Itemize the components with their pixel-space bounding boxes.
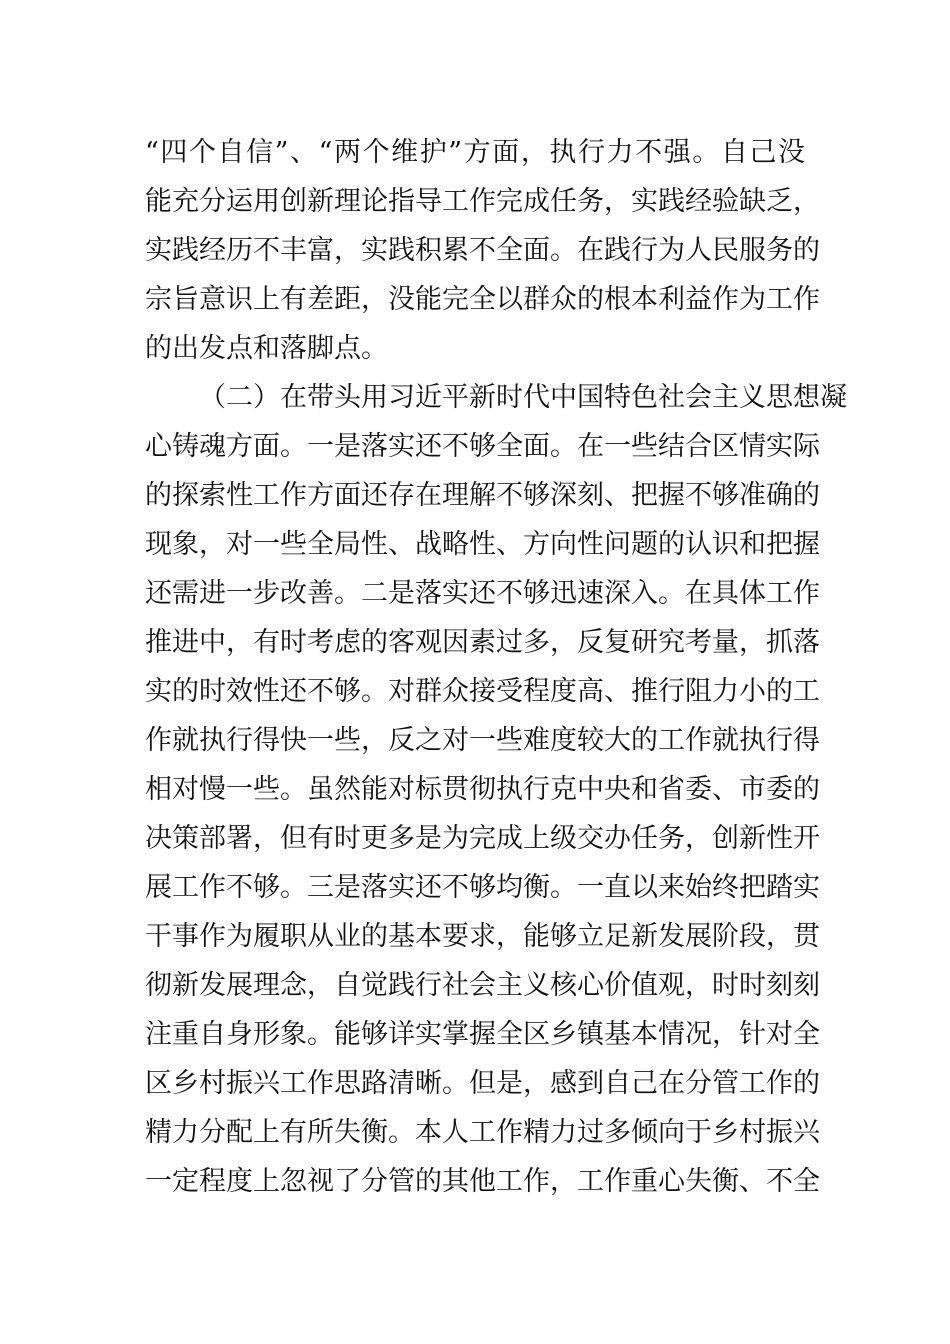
- text-line: 现象，对一些全局性、战略性、方向性问题的认识和把握: [145, 529, 820, 560]
- paragraph-start-line: （二）在带头用习近平新时代中国特色社会主义思想凝: [199, 382, 847, 413]
- text-line: 能充分运用创新理论指导工作完成任务，实践经验缺乏，: [145, 186, 820, 217]
- text-line: 区乡村振兴工作思路清晰。但是，感到自己在分管工作的: [145, 1068, 820, 1099]
- text-line: “四个自信”、“两个维护”方面，执行力不强。自己没: [145, 137, 805, 168]
- text-line: 注重自身形象。能够详实掌握全区乡镇基本情况，针对全: [145, 1019, 820, 1050]
- text-line: 实践经历不丰富，实践积累不全面。在践行为人民服务的: [145, 235, 820, 266]
- text-line: 精力分配上有所失衡。本人工作精力过多倾向于乡村振兴: [145, 1117, 820, 1148]
- text-line: 心铸魂方面。一是落实还不够全面。在一些结合区情实际: [145, 431, 820, 462]
- text-line: 宗旨意识上有差距，没能完全以群众的根本利益作为工作: [145, 284, 820, 315]
- text-line: 彻新发展理念，自觉践行社会主义核心价值观，时时刻刻: [145, 970, 820, 1001]
- text-line: 实的时效性还不够。对群众接受程度高、推行阻力小的工: [145, 676, 820, 707]
- body-text: [145, 128, 847, 1206]
- text-line: 的出发点和落脚点。: [145, 333, 388, 364]
- text-line: 一定程度上忽视了分管的其他工作，工作重心失衡、不全: [145, 1166, 820, 1197]
- text-line: 还需进一步改善。二是落实还不够迅速深入。在具体工作: [145, 578, 820, 609]
- text-line: 的探索性工作方面还存在理解不够深刻、把握不够准确的: [145, 480, 820, 511]
- text-line: 决策部署，但有时更多是为完成上级交办任务，创新性开: [145, 823, 820, 854]
- text-line: 推进中，有时考虑的客观因素过多，反复研究考量，抓落: [145, 627, 820, 658]
- text-line: 相对慢一些。虽然能对标贯彻执行克中央和省委、市委的: [145, 774, 820, 805]
- text-line: 干事作为履职从业的基本要求，能够立足新发展阶段，贯: [145, 921, 820, 952]
- text-line: 展工作不够。三是落实还不够均衡。一直以来始终把踏实: [145, 872, 820, 903]
- text-line: 作就执行得快一些，反之对一些难度较大的工作就执行得: [145, 725, 820, 756]
